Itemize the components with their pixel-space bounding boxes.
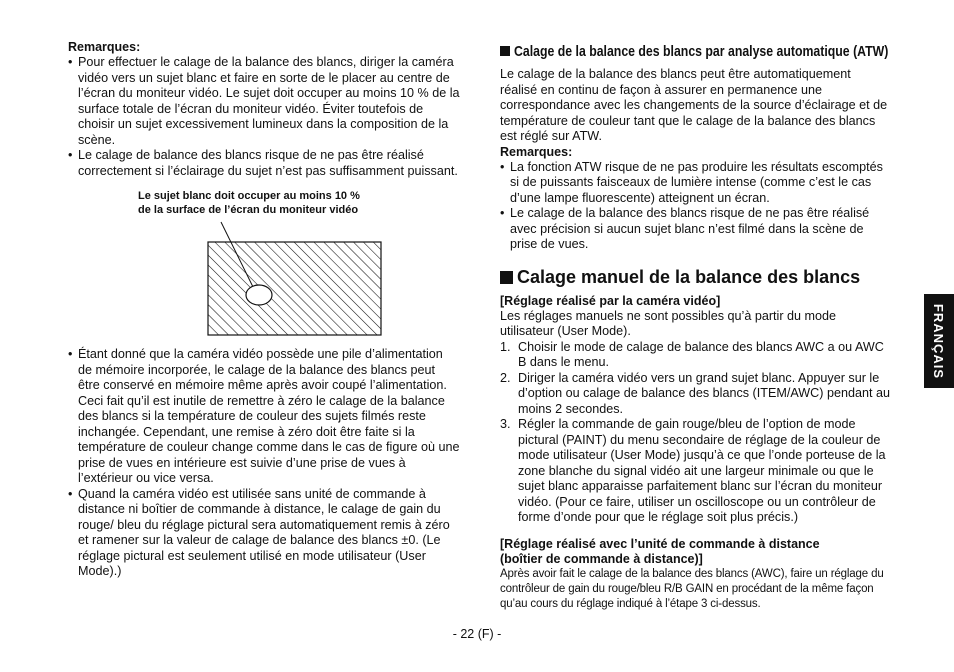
remark-item: • Le calage de balance des blancs risque de ne pas être réalisé correctement si l’éclairage du sujet n’est pas suffisamment puissant. xyxy=(68,148,460,179)
atw-title: Calage de la balance des blancs par analyse automatique (ATW) xyxy=(514,42,889,60)
atw-remarks-list xyxy=(500,160,890,253)
hatched-screen-area xyxy=(208,242,381,335)
step-item xyxy=(500,417,890,526)
manual-section-title xyxy=(500,266,890,290)
remark-item: • Pour effectuer le calage de la balance des blancs, diriger la caméra vidéo vers un sujet blanc et faire en sorte de le placer au centre de l’écran du moniteur vidéo. Le sujet doit occuper au moins 10 % de la surface totale de l’écran du moniteur vidéo. Éviter toutefois de choisir un sujet excessivement lumineux dans la composition de la scène. xyxy=(68,55,460,148)
step-item xyxy=(500,340,890,371)
step-item xyxy=(500,371,890,418)
step-number: 1. xyxy=(500,339,511,354)
black-square-icon xyxy=(500,46,510,56)
monitor-screen-illustration xyxy=(132,219,382,337)
remarks-heading-left: Remarques: xyxy=(68,40,141,54)
remote-subheading-line: (boîtier de commande à distance)] xyxy=(500,551,703,566)
step-number: 3. xyxy=(500,417,511,431)
atw-body: Le calage de la balance des blancs peut être automatiquement réalisé en continu de façon à assurer en permanence une correspondance avec les changements de la source d’éclairage et de température de couleur tant que le calage de la balance des blancs est réglé sur ATW. xyxy=(500,67,888,143)
figure-caption xyxy=(138,189,460,217)
page-number: - 22 (F) - xyxy=(452,627,502,641)
step-text: Diriger la caméra vidéo vers un grand sujet blanc. Appuyer sur le d’option ou calage de balance des blancs (ITEM/AWC) pendant au moins 2 secondes. xyxy=(518,370,890,416)
remarks-list-left xyxy=(68,55,460,179)
white-subject-ellipse xyxy=(246,285,272,305)
left-column xyxy=(68,40,460,580)
language-label: FRANÇAIS xyxy=(931,303,947,379)
note-item: • Étant donné que la caméra vidéo possède une pile d’alimentation de mémoire incorporée, le calage de la balance des blancs peut être conservé en mémoire même après avoir coupé l’alimentation. Ceci fait qu’il est inutile de remettre à zéro le calage de la balance des blancs si la température de couleur des sujets filmés reste inchangée. Cependant, une remise à zéro doit être faite si la température de couleur change comme dans le cas de figure où une prise de vues en intérieure est suivie d’une prise de vues à l’extérieur ou vice versa. xyxy=(68,347,460,487)
right-column xyxy=(500,40,890,612)
monitor-screen-figure xyxy=(132,219,382,337)
step-text: Régler la commande de gain rouge/bleu de l’option de mode pictural (PAINT) du menu secondaire de réglage de la couleur de mode utilisateur (User Mode) jusqu’à ce que l’onde porteuse de la zone blanche du signal vidéo ait une largeur minimale ou que le sujet blanc apparaisse parfaitement blanc sur l’écran du moniteur vidéo. (Pour ce faire, utiliser un oscilloscope ou un contrôleur de forme d’onde pour que le réglage soit plus précis.) xyxy=(518,417,886,524)
figure-caption-line: de la surface de l’écran du moniteur vidéo xyxy=(138,204,359,216)
figure-caption-line: Le sujet blanc doit occuper au moins 10 % xyxy=(138,190,360,202)
language-side-tab xyxy=(924,294,954,388)
remote-subheading-line: [Réglage réalisé avec l’unité de commande à distance xyxy=(500,536,820,551)
camera-intro: Les réglages manuels ne sont possibles qu’à partir du mode utilisateur (User Mode). xyxy=(500,308,837,338)
step-number: 2. xyxy=(500,370,511,385)
note-item: • Quand la caméra vidéo est utilisée sans unité de commande à distance ni boîtier de commande à distance, le calage de gain du rouge/ bleu du réglage pictural sera automatiquement remis à zéro et ramener sur la valeur de calage de balance des blancs ±0. (Le réglage pictural est seulement utilisé en mode utilisateur (User Mode).) xyxy=(68,487,460,580)
camera-subheading: [Réglage réalisé par la caméra vidéo] xyxy=(500,293,721,308)
notes-list-left xyxy=(68,347,460,580)
remote-subheading xyxy=(500,537,890,567)
remarks-heading-right: Remarques: xyxy=(500,144,573,159)
remote-body: Après avoir fait le calage de la balance des blancs (AWC), faire un réglage du contrôleur de gain du rouge/bleu R/B GAIN en procédant de la même façon qu’au cours du réglage indiqué à l’étape 3 ci-dessus. xyxy=(500,567,884,610)
remark-item: • La fonction ATW risque de ne pas produire les résultats escomptés si de puissants faisceaux de lumière intense (comme c’est le cas d’une lampe fluorescente) atteignent un écran. xyxy=(500,160,890,207)
manual-title: Calage manuel de la balance des blancs xyxy=(517,267,861,287)
black-square-icon xyxy=(500,271,513,284)
atw-section-title xyxy=(500,40,890,62)
remark-item: • Le calage de la balance des blancs risque de ne pas être réalisé avec précision si aucun sujet blanc n’est filmé dans la scène de prise de vues. xyxy=(500,206,890,253)
step-text: Choisir le mode de calage de balance des blancs AWC a ou AWC B dans le menu. xyxy=(518,339,884,369)
steps-list xyxy=(500,340,890,526)
